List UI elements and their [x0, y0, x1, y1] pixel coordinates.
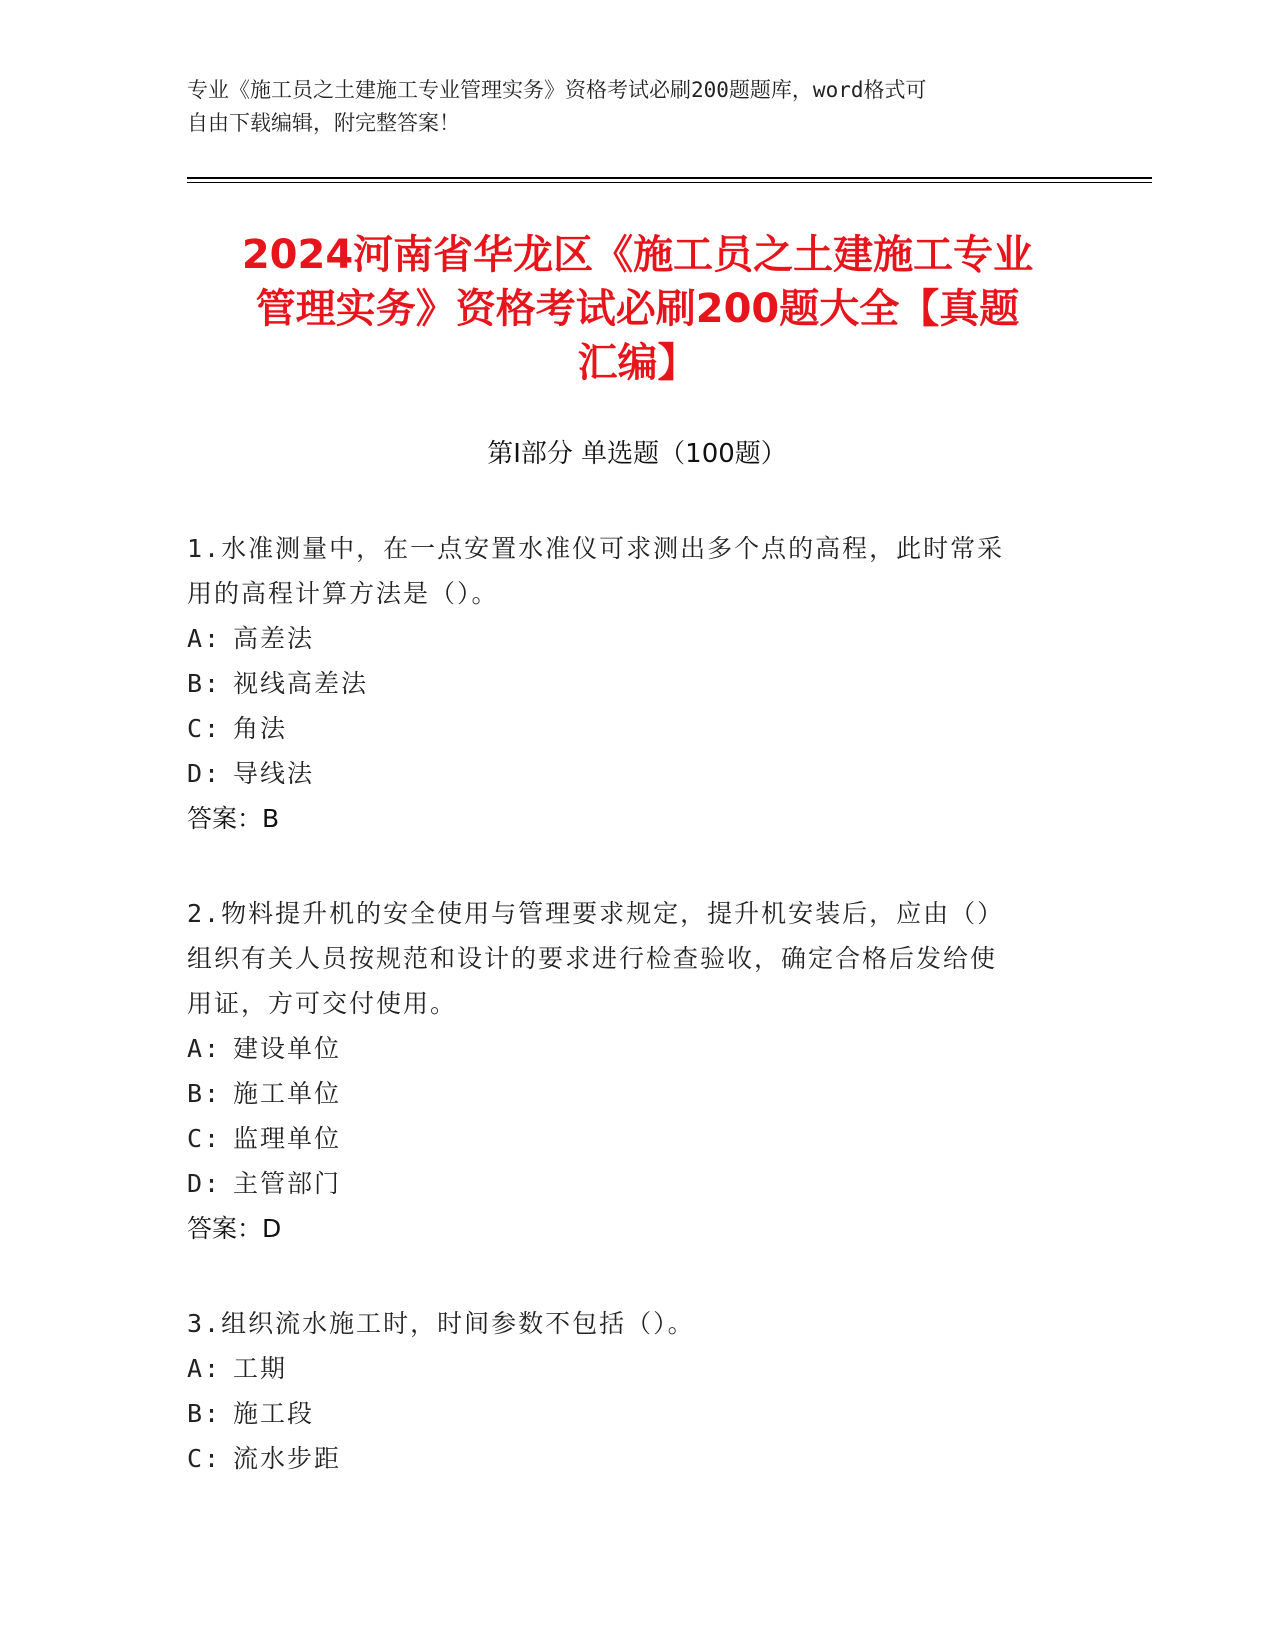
option-text: 流水步距 [233, 1444, 342, 1473]
question-stem: 1.水准测量中，在一点安置水准仪可求测出多个点的高程，此时常采 [187, 534, 1005, 563]
option-key: C: [187, 1444, 222, 1473]
option-b [187, 1391, 1067, 1436]
answer-label: 答案：D [187, 1214, 282, 1243]
option-b [187, 661, 1067, 706]
question-2 [187, 891, 1067, 1251]
option-a [187, 1346, 1067, 1391]
question-stem: 组织有关人员按规范和设计的要求进行检查验收，确定合格后发给使 [187, 944, 998, 973]
option-text: 建设单位 [233, 1034, 342, 1063]
option-a [187, 1026, 1067, 1071]
document-title [170, 228, 1105, 390]
document-title-line-3: 汇编】 [577, 340, 698, 386]
option-c [187, 1116, 1067, 1161]
header-note [187, 74, 1067, 140]
option-key: C: [187, 714, 222, 743]
option-c [187, 706, 1067, 751]
option-key: D: [187, 759, 222, 788]
document-title-line-2: 管理实务》资格考试必刷200题大全【真题 [255, 286, 1020, 332]
header-note-line-2: 自由下载编辑，附完整答案！ [187, 111, 460, 135]
option-key: B: [187, 1079, 222, 1108]
option-d [187, 1161, 1067, 1206]
option-key: A: [187, 624, 222, 653]
question-stem: 3.组织流水施工时，时间参数不包括（）。 [187, 1309, 695, 1338]
question-list [187, 526, 1067, 1531]
question-3 [187, 1301, 1067, 1481]
option-key: B: [187, 1399, 222, 1428]
option-a [187, 616, 1067, 661]
question-stem: 用证，方可交付使用。 [187, 989, 458, 1018]
section-heading: 第Ⅰ部分 单选题（100题） [487, 439, 787, 469]
option-text: 工期 [233, 1354, 288, 1383]
option-text: 导线法 [233, 759, 315, 788]
option-d [187, 751, 1067, 796]
header-note-line-1: 专业《施工员之土建施工专业管理实务》资格考试必刷200题题库，word格式可 [187, 78, 927, 102]
document-title-line-1: 2024河南省华龙区《施工员之土建施工专业 [241, 232, 1034, 278]
option-b [187, 1071, 1067, 1116]
question-1 [187, 526, 1067, 841]
option-key: A: [187, 1354, 222, 1383]
question-stem: 用的高程计算方法是（）。 [187, 579, 499, 608]
option-key: C: [187, 1124, 222, 1153]
question-stem: 2.物料提升机的安全使用与管理要求规定，提升机安装后，应由（） [187, 899, 1005, 928]
option-key: B: [187, 669, 222, 698]
option-text: 视线高差法 [233, 669, 369, 698]
option-text: 施工单位 [233, 1079, 342, 1108]
option-text: 监理单位 [233, 1124, 342, 1153]
option-text: 主管部门 [233, 1169, 342, 1198]
option-c [187, 1436, 1067, 1481]
header-rule-thick [187, 177, 1152, 179]
option-key: D: [187, 1169, 222, 1198]
answer-label: 答案：B [187, 804, 280, 833]
option-text: 高差法 [233, 624, 315, 653]
option-text: 施工段 [233, 1399, 315, 1428]
header-rule-thin [187, 182, 1152, 183]
option-key: A: [187, 1034, 222, 1063]
option-text: 角法 [233, 714, 288, 743]
